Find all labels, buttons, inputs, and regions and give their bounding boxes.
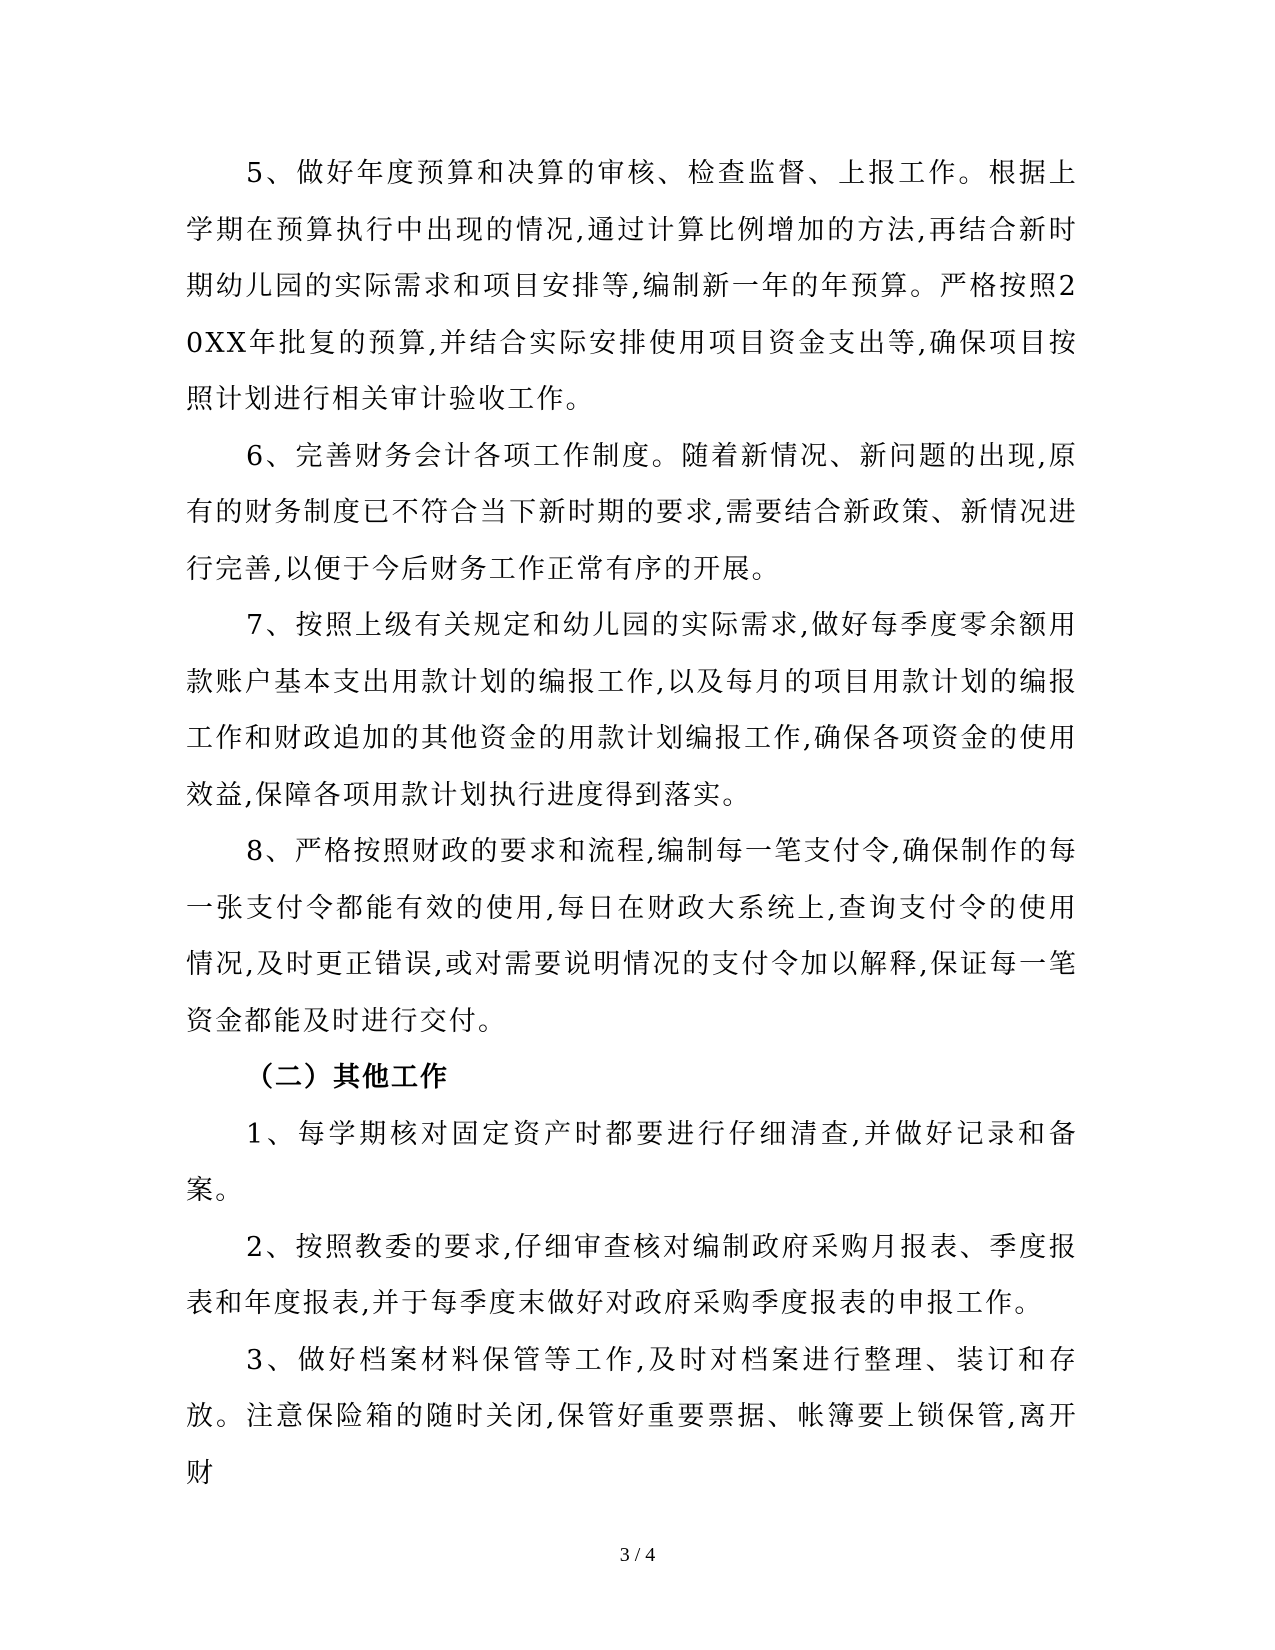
paragraph-item-6: 6、完善财务会计各项工作制度。随着新情况、新问题的出现,原有的财务制度已不符合当下新时期的要求,需要结合新政策、新情况进行完善,以便于今后财务工作正常有序的开展。 bbox=[186, 440, 1078, 585]
document-body bbox=[186, 146, 1078, 1502]
paragraph-item-5: 5、做好年度预算和决算的审核、检查监督、上报工作。根据上学期在预算执行中出现的情况,通过计算比例增加的方法,再结合新时期幼儿园的实际需求和项目安排等,编制新一年的年预算。严格按照20XX年批复的预算,并结合实际安排使用项目资金支出等,确保项目按照计划进行相关审计验收工作。 bbox=[186, 158, 1078, 415]
other-item-1: 1、每学期核对固定资产时都要进行仔细清查,并做好记录和备案。 bbox=[186, 1118, 1078, 1206]
other-item-2: 2、按照教委的要求,仔细审查核对编制政府采购月报表、季度报表和年度报表,并于每季度末做好对政府采购季度报表的申报工作。 bbox=[186, 1231, 1078, 1319]
other-item-3: 3、做好档案材料保管等工作,及时对档案进行整理、装订和存放。注意保险箱的随时关闭,保管好重要票据、帐簿要上锁保管,离开财 bbox=[186, 1344, 1078, 1489]
page-number: 3 / 4 bbox=[619, 1544, 656, 1566]
section-heading-other-work: （二）其他工作 bbox=[246, 1062, 449, 1093]
paragraph-item-8: 8、严格按照财政的要求和流程,编制每一笔支付令,确保制作的每一张支付令都能有效的使用,每日在财政大系统上,查询支付令的使用情况,及时更正错误,或对需要说明情况的支付令加以解释,保证每一笔资金都能及时进行交付。 bbox=[186, 836, 1078, 1037]
paragraph-item-7: 7、按照上级有关规定和幼儿园的实际需求,做好每季度零余额用款账户基本支出用款计划的编报工作,以及每月的项目用款计划的编报工作和财政追加的其他资金的用款计划编报工作,确保各项资金的使用效益,保障各项用款计划执行进度得到落实。 bbox=[186, 610, 1078, 811]
